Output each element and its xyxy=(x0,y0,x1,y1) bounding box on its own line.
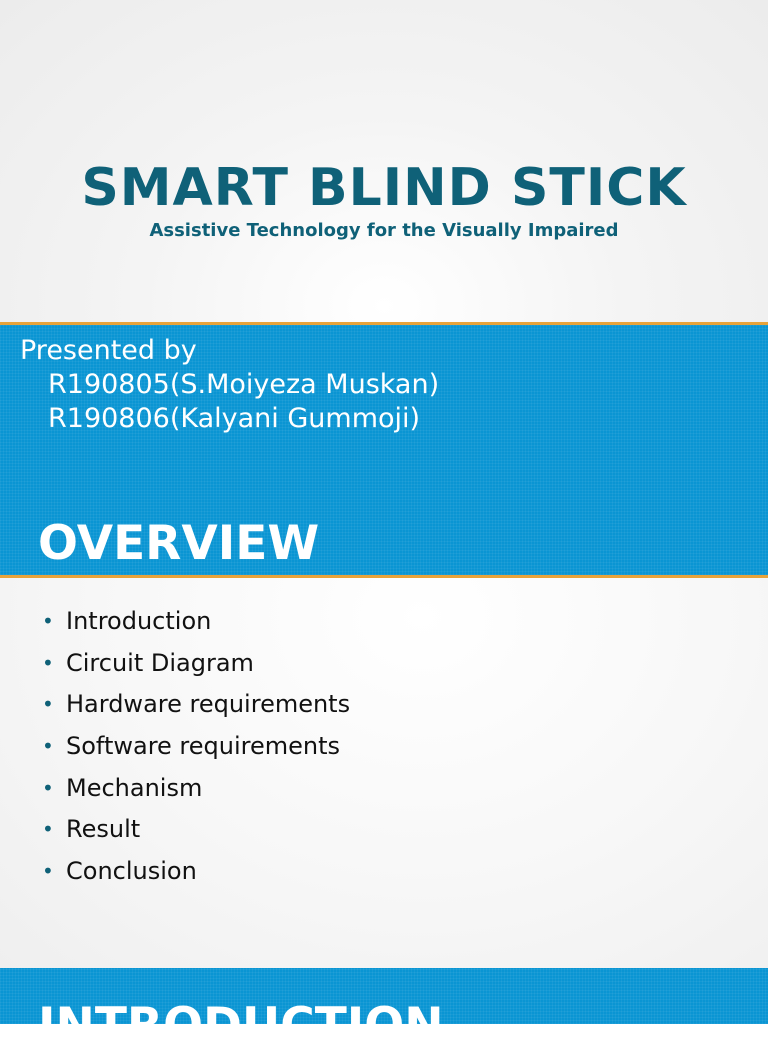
bullet-icon: • xyxy=(42,858,54,883)
list-item xyxy=(42,642,350,684)
list-item-label: Software requirements xyxy=(66,731,341,760)
slide-title: SMART BLIND STICK xyxy=(81,158,687,218)
presenter-name: R190805(S.Moiyeza Muskan) xyxy=(48,369,440,400)
list-item xyxy=(42,683,350,725)
bullet-icon: • xyxy=(42,733,54,758)
slide-subtitle: Assistive Technology for the Visually Impaired xyxy=(149,220,619,241)
introduction-heading: INTRODUCTION xyxy=(38,998,444,1053)
list-item-label: Conclusion xyxy=(66,856,197,885)
overview-list xyxy=(42,600,350,892)
list-item xyxy=(42,600,350,642)
overview-heading: OVERVIEW xyxy=(38,516,320,571)
list-item-label: Mechanism xyxy=(66,773,203,802)
list-item xyxy=(42,725,350,767)
bullet-icon: • xyxy=(42,692,54,717)
presenter-name: R190806(Kalyani Gummoji) xyxy=(48,403,421,434)
bullet-icon: • xyxy=(42,608,54,633)
list-item-label: Introduction xyxy=(66,606,212,635)
list-item xyxy=(42,767,350,809)
list-item xyxy=(42,850,350,892)
list-item-label: Hardware requirements xyxy=(66,690,351,719)
bullet-icon: • xyxy=(42,650,54,675)
presenter-heading: Presented by xyxy=(20,335,197,366)
bullet-icon: • xyxy=(42,775,54,800)
list-item-label: Circuit Diagram xyxy=(66,648,254,677)
list-item-label: Result xyxy=(66,815,141,844)
bullet-icon: • xyxy=(42,817,54,842)
list-item xyxy=(42,808,350,850)
